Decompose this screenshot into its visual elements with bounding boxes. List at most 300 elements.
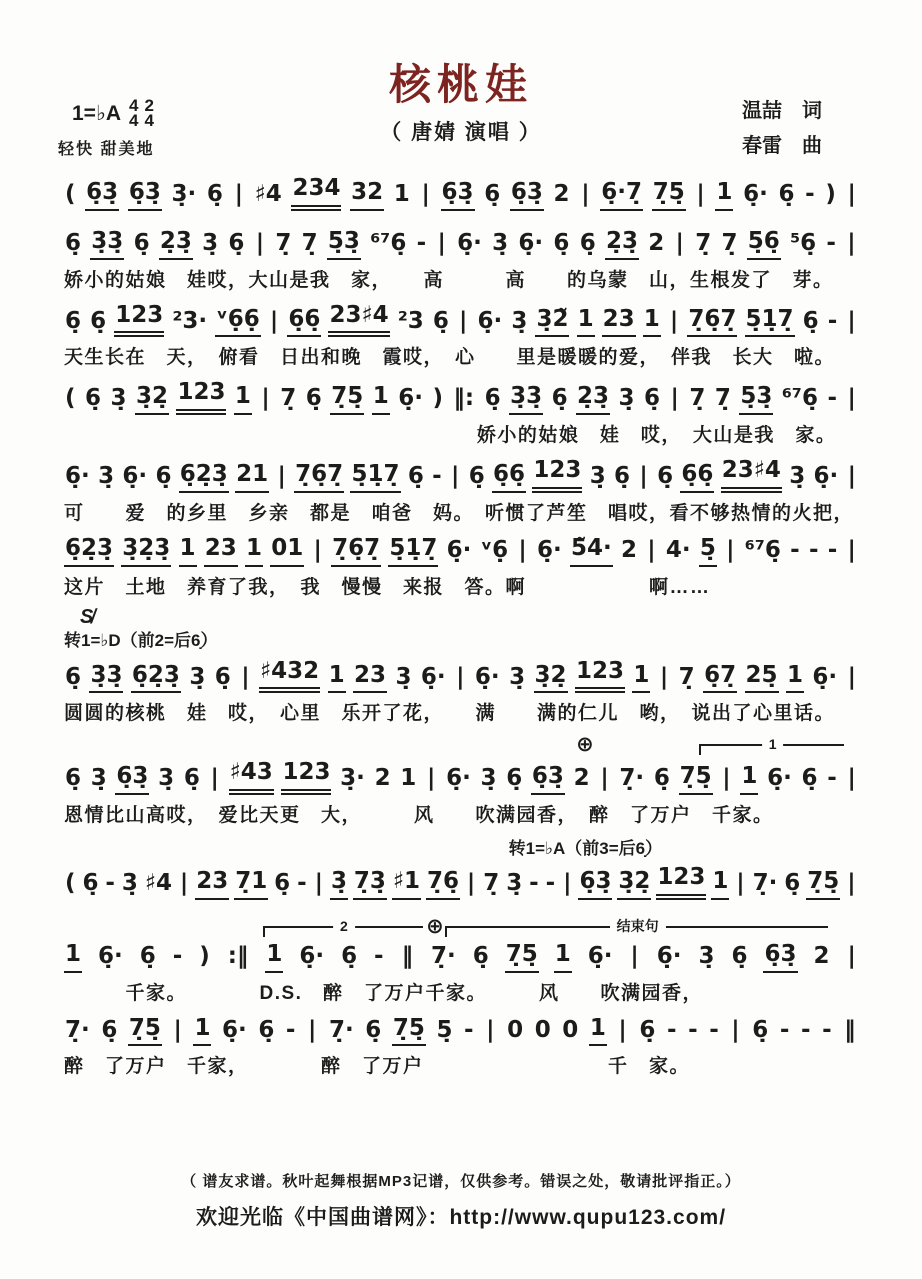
note-group: ♯43 — [229, 758, 274, 795]
note-group: 3̣ — [789, 463, 806, 489]
site-credit: 欢迎光临《中国曲谱网》：http://www.qupu123.com/ — [195, 1206, 727, 1229]
note-group: 6̣ — [468, 463, 485, 489]
notation-line — [64, 227, 858, 260]
barline: | — [722, 765, 731, 792]
segno-modulation-mark — [64, 605, 858, 651]
ending-label: 结束句 — [610, 917, 666, 935]
barline: | — [269, 307, 279, 334]
note-group: 6̣ — [90, 307, 107, 334]
note-group: 1 — [193, 1014, 211, 1047]
notation-line — [64, 378, 858, 415]
note-group: 1 — [589, 1014, 607, 1047]
note-group: 6̣ — [65, 765, 82, 792]
barline: :‖ — [227, 942, 249, 969]
note-group: ) — [825, 181, 836, 207]
note-group: - — [374, 942, 384, 969]
time-signatures — [129, 98, 154, 128]
note-group: 6̣ — [183, 765, 200, 792]
note-group: 6̣· — [420, 663, 446, 690]
note-group: 6̣ — [639, 1016, 656, 1043]
note-group: 6̣2̣3̣ — [131, 661, 181, 694]
note-group: - — [105, 870, 115, 896]
note-group: 6̣· — [537, 536, 562, 563]
note-group: 3̣ — [158, 765, 175, 792]
note-group: 3̣ — [395, 663, 412, 690]
barline: | — [847, 307, 856, 334]
sheet-footer — [0, 1170, 922, 1231]
note-group: 6̣ — [472, 942, 489, 969]
note-group: 01 — [270, 534, 304, 567]
credits — [742, 94, 822, 164]
note-group: - — [827, 765, 837, 792]
note-group: 3̣2̣ — [617, 867, 651, 900]
tempo-marking: 轻快 甜美地 — [58, 141, 155, 158]
note-group: 3̣ — [511, 307, 528, 334]
note-group: 3̣ — [330, 867, 348, 900]
note-group: - — [790, 536, 800, 563]
note-group: 6̣ — [365, 1016, 382, 1043]
barline: | — [426, 765, 436, 792]
note-group: 6̣ — [644, 385, 661, 412]
note-group: ♯4 — [144, 870, 172, 896]
lyrics-line: 天生长在 天， 俯看 日出和晚 霞哎， 心 里是暖暖的爱， 伴我 长大 啦。 — [64, 347, 836, 369]
note-group: ( — [65, 870, 76, 896]
notation-line — [64, 758, 858, 795]
note-group: 2 — [573, 765, 590, 792]
note-group: 7̣6̣7̣ — [687, 305, 737, 338]
barline: ‖ — [844, 1016, 856, 1043]
note-group: 6̣ — [731, 942, 748, 969]
lyrics-line: 娇小的姑娘 娃哎，大山是我 家， 高 高 的乌蒙 山，生根发了 芽。 — [64, 269, 834, 291]
note-group: 3̣2̣3̣ — [121, 534, 171, 567]
segno-icon: S̸ — [80, 605, 94, 628]
note-group: - — [826, 229, 836, 256]
barline: | — [669, 307, 679, 334]
system-overlays — [64, 916, 858, 940]
music-system — [64, 378, 858, 447]
note-group: 6̣3̣ — [531, 762, 565, 795]
note-group: 6̣ — [228, 229, 245, 256]
time-signature: 2 4 — [144, 96, 154, 130]
music-system — [64, 534, 858, 599]
note-group: 1 — [372, 382, 390, 415]
note-group: ) — [199, 942, 210, 969]
note-group: 6̣· — [474, 663, 500, 690]
note-group: 234 — [291, 174, 341, 211]
modulation-text: 转1=♭A（前3=后6̣） — [508, 839, 663, 858]
note-group: - — [827, 307, 838, 334]
note-group: 25̣ — [745, 661, 779, 694]
note-group: 5̣6̣ — [747, 227, 781, 260]
lyrics-line: 娇小的姑娘 娃 哎， 大山是我 家。 — [476, 425, 837, 446]
note-group: 6̣3̣ — [763, 940, 797, 973]
note-group: 6̣ — [778, 181, 795, 207]
note-group: - — [827, 385, 837, 412]
note-group: 6̣ — [274, 870, 291, 896]
note-group: 3̣· — [171, 181, 197, 207]
barline: | — [847, 385, 856, 412]
barline: | — [314, 870, 324, 896]
note-group: ♯432 — [259, 657, 320, 694]
lyrics-line: 恩情比山高哎， 爱比天更 大， 风 吹满园香， 醉 了万户 千家。 — [64, 805, 774, 826]
note-group: - — [827, 536, 838, 563]
music-area — [0, 168, 922, 1078]
note-group: 3̣3̣ — [90, 227, 124, 260]
note-group: 6̣ — [551, 385, 568, 412]
barline: | — [847, 463, 856, 489]
system-overlays — [64, 734, 858, 758]
note-group: 6̣6̣ — [680, 460, 714, 493]
note-group: 2 — [374, 765, 391, 792]
music-system — [64, 301, 858, 370]
note-group: 1 — [400, 765, 417, 792]
music-system — [64, 916, 858, 1005]
note-group: 5̣1̣7̣ — [745, 305, 795, 338]
note-group: 6̣ — [484, 385, 501, 412]
note-group: 5̣1̣7̣ — [350, 460, 400, 493]
ending-bracket — [263, 917, 424, 937]
note-group: 6̣ — [653, 765, 670, 792]
note-group: 7̣5̣ — [679, 762, 713, 795]
barline: | — [421, 181, 430, 207]
note-group: 1 — [643, 305, 661, 338]
note-group: 1 — [245, 534, 263, 567]
note-group: 2 — [621, 536, 638, 563]
note-group: 7̣1 — [234, 867, 268, 900]
notation-line — [64, 534, 858, 567]
note-group: 6̣ — [506, 765, 523, 792]
lyrics-line — [64, 216, 858, 218]
note-group: 3̣ — [480, 765, 497, 792]
note-group: 6̣2̣3̣ — [179, 460, 229, 493]
note-group: - — [297, 870, 307, 896]
notation-line — [64, 940, 858, 973]
note-group: - — [529, 870, 539, 896]
key-tonic: 1=♭A — [72, 101, 122, 125]
note-group: 1 — [715, 178, 733, 211]
note-group: - — [545, 870, 556, 896]
note-group: 6̣6̣ — [287, 305, 321, 338]
note-group: 7̣ — [714, 385, 731, 412]
note-group: 4· — [665, 536, 691, 563]
note-group: - — [432, 463, 442, 489]
note-group: - — [285, 1016, 296, 1043]
note-group: 6̣7̣ — [703, 661, 737, 694]
note-group: 6̣ — [206, 181, 223, 207]
transcriber-note: （ 谱友求谱。秋叶起舞根据MP3记谱，仅供参考。错误之处，敬请批评指正。） — [181, 1173, 741, 1190]
note-group: 5̣ — [436, 1016, 453, 1043]
note-group: ⁶⁷6̣ — [744, 536, 781, 563]
note-group: 7̣ — [280, 385, 297, 412]
barline: | — [581, 181, 590, 207]
note-group: 7̣6̣ — [426, 867, 460, 900]
note-group: 1 — [234, 382, 252, 415]
note-group: 7̣ — [721, 229, 738, 256]
barline: | — [459, 307, 468, 334]
music-system — [64, 1014, 858, 1079]
note-group: 6̣2̣3̣ — [64, 534, 114, 567]
note-group: 7̣ — [301, 229, 318, 256]
barline: | — [847, 870, 856, 896]
barline: ‖: — [453, 385, 475, 412]
barline: | — [261, 385, 270, 412]
note-group: 6̣ — [341, 942, 358, 969]
note-group: 7̣· — [65, 1016, 90, 1043]
note-group: - — [779, 1016, 790, 1043]
note-group: ⁶⁷6̣ — [781, 385, 818, 412]
barline: | — [696, 181, 705, 207]
barline: | — [210, 765, 219, 792]
note-group: - — [172, 942, 183, 969]
ending-bracket — [445, 917, 828, 937]
note-group: ⁵6̣ — [790, 229, 817, 256]
note-group: 23♯4 — [721, 456, 782, 493]
barline: | — [234, 181, 243, 207]
note-group: 6̣3̣ — [115, 762, 149, 795]
note-group: 5̃4· — [570, 534, 613, 567]
music-system — [64, 734, 858, 827]
note-group: 6̣ — [784, 870, 801, 896]
note-group: 3̣ — [98, 463, 115, 489]
note-group: 6̣· — [299, 942, 325, 969]
barline: | — [600, 765, 609, 792]
barline: | — [736, 870, 745, 896]
barline: | — [618, 1016, 627, 1043]
note-group: 1 — [554, 940, 572, 973]
note-group: 6̣· — [812, 663, 838, 690]
note-group: 6̣· — [587, 942, 613, 969]
note-group: 3̣2̃ — [535, 305, 569, 338]
notation-line — [64, 456, 858, 493]
note-group: ( — [65, 181, 76, 207]
note-group: 1 — [786, 661, 804, 694]
note-group: 6̣· — [518, 229, 544, 256]
note-group: 3̣3̣ — [89, 661, 123, 694]
notation-line — [64, 301, 858, 338]
barline: | — [255, 229, 265, 256]
note-group: 21 — [235, 460, 269, 493]
note-group: - — [805, 181, 815, 207]
note-group: 5̣ — [699, 534, 717, 567]
note-group: 6̣ — [432, 307, 449, 334]
notation-line — [64, 1014, 858, 1047]
note-group: ᵛ6̣ — [480, 536, 509, 563]
note-group: 23♯4 — [328, 301, 389, 338]
note-group: 6̣· — [656, 942, 682, 969]
note-group: 6̣ — [407, 463, 424, 489]
lyrics-line: 可 爱 的乡里 乡亲 都是 咱爸 妈。 听惯了芦笙 唱哎，看不够热情的火把， — [64, 502, 855, 524]
note-group: 6̣· — [446, 765, 471, 792]
note-group: 6̣· — [457, 229, 482, 256]
note-group: 6̣·7̣ — [600, 178, 643, 211]
barline: | — [847, 181, 856, 207]
lyrics-line: 千家。 D.S. 醉 了万户千家。 风 吹满园香， — [64, 982, 703, 1004]
note-group: 6̣ — [614, 463, 631, 489]
note-group: 3̣ — [509, 663, 526, 690]
note-group: 6̣ — [82, 870, 99, 896]
barline: | — [486, 1016, 495, 1043]
note-group: 1 — [179, 534, 197, 567]
note-group: 7̣· — [752, 870, 778, 896]
note-group: 1 — [711, 867, 729, 900]
music-system — [64, 456, 858, 525]
notation-line — [64, 657, 858, 694]
note-group: 7̣6̣7̣ — [294, 460, 344, 493]
note-group: 7̣· — [431, 942, 456, 969]
note-group: 0 — [534, 1016, 551, 1043]
note-group: - — [808, 536, 819, 563]
note-group: 3̣ — [121, 870, 138, 896]
sheet-header — [0, 0, 922, 168]
barline: | — [173, 1016, 182, 1043]
note-group: ⁶⁷6̣ — [370, 229, 407, 256]
ending-label: 1 — [762, 735, 784, 753]
note-group: 6̣ — [801, 765, 818, 792]
note-group: 6̣ — [214, 663, 231, 690]
ending-bracket — [699, 736, 844, 755]
note-group: 1 — [64, 940, 82, 973]
note-group: 7̣5̣ — [392, 1014, 426, 1047]
barline: | — [670, 385, 679, 412]
note-group: 23 — [204, 534, 238, 567]
note-group: 2̣3̣ — [605, 227, 639, 260]
credit-line: 春雷 曲 — [742, 135, 822, 157]
note-group: 6̣· — [65, 463, 90, 489]
note-group: 1 — [577, 305, 595, 338]
note-group: 1 — [265, 940, 283, 973]
note-group: 7̣· — [328, 1016, 354, 1043]
note-group: 123 — [575, 657, 625, 694]
barline: | — [659, 663, 669, 690]
barline: | — [847, 765, 856, 792]
barline: | — [847, 942, 856, 969]
note-group: 7̣5̣ — [652, 178, 686, 211]
note-group: 6̣ — [133, 229, 150, 256]
modulation-mark — [509, 834, 858, 859]
note-group: 123 — [656, 863, 706, 900]
note-group: 7̣· — [619, 765, 645, 792]
barline: | — [847, 663, 856, 690]
note-group: 6̣ — [65, 663, 82, 690]
note-group: 6̣ — [155, 463, 172, 489]
barline: | — [731, 1016, 740, 1043]
song-title: 核桃娃 — [388, 61, 533, 108]
note-group: 7̣ — [695, 229, 712, 256]
barline: | — [847, 229, 856, 256]
note-group: 3̣· — [340, 765, 365, 792]
note-group: - — [800, 1016, 811, 1043]
note-group: 23 — [602, 305, 636, 338]
note-group: 123 — [176, 378, 226, 415]
note-group: 6̣3̣ — [441, 178, 475, 211]
note-group: 3̣ — [589, 463, 606, 489]
note-group: 7̣5̣ — [505, 940, 539, 973]
lyrics-line: 醉 了万户 千家， 醉 了万户 千 家。 — [64, 1056, 691, 1078]
note-group: 7̣5̣ — [806, 867, 840, 900]
note-group: 6̣ — [101, 1016, 118, 1043]
barline: | — [437, 229, 446, 256]
note-group: 5̣3̣ — [327, 227, 361, 260]
note-group: 3̣ — [618, 385, 635, 412]
note-group: 6̣· — [222, 1016, 247, 1043]
note-group: 3̣ — [492, 229, 509, 256]
barline: | — [630, 942, 639, 969]
note-group: 6̣· — [122, 463, 148, 489]
note-group: 7̣5̣ — [128, 1014, 162, 1047]
note-group: ♯4 — [254, 181, 282, 207]
note-group: 123 — [114, 301, 164, 338]
music-system — [64, 657, 858, 726]
barline: ‖ — [401, 942, 414, 969]
note-group: 0 — [562, 1016, 579, 1043]
notation-line — [64, 174, 858, 211]
note-group: 23 — [353, 661, 387, 694]
note-group: 6̣ — [84, 385, 101, 412]
note-group: ) — [432, 385, 443, 412]
note-group: ²3 — [397, 307, 424, 334]
note-group: 3̣2̣ — [534, 661, 568, 694]
note-group: 6̣ — [65, 307, 82, 334]
time-signature: 4 4 — [129, 96, 139, 130]
note-group: - — [464, 1016, 474, 1043]
note-group: 7̣6̣7̣ — [331, 534, 381, 567]
note-group: - — [822, 1016, 832, 1043]
note-group: 6̣· — [97, 942, 123, 969]
music-system — [64, 174, 858, 218]
note-group: - — [666, 1016, 677, 1043]
barline: | — [847, 536, 856, 563]
barline: | — [647, 536, 656, 563]
note-group: 6̣· — [477, 307, 503, 334]
note-group: 5̣1̣7̣ — [388, 534, 438, 567]
lyrics-line — [64, 905, 858, 907]
note-group: 3̣2̣ — [135, 382, 169, 415]
note-group: 1 — [632, 661, 650, 694]
note-group: 3̣ — [698, 942, 715, 969]
note-group: 3̣3̣ — [509, 382, 543, 415]
coda-icon: ⊕ — [576, 733, 594, 757]
note-group: ²3· — [172, 307, 208, 334]
note-group: 7̣5̣ — [330, 382, 364, 415]
note-group: 32 — [350, 178, 384, 211]
note-group: 1 — [328, 661, 346, 694]
note-group: 23 — [195, 867, 229, 900]
music-system — [64, 863, 858, 907]
music-system — [64, 227, 858, 292]
note-group: 6̣ — [484, 181, 501, 207]
note-group: 3̣ — [90, 765, 107, 792]
note-group: 7̣ — [689, 385, 706, 412]
note-group: 0 — [507, 1016, 524, 1043]
note-group: 2̣3̣ — [576, 382, 610, 415]
note-group: 6̣· — [767, 765, 792, 792]
note-group: 2 — [648, 229, 665, 256]
key-signature — [72, 98, 154, 128]
performer-line: （ 唐婧 演唱 ） — [380, 121, 542, 144]
note-group: 7̣ — [483, 870, 500, 896]
notation-line — [64, 863, 858, 900]
lyrics-line: 圆圆的核桃 娃 哎， 心里 乐开了花， 满 满的仁儿 哟， 说出了心里话。 — [64, 703, 836, 725]
note-group: 6̣ — [305, 385, 322, 412]
lyrics-line: 这片 土地 养育了我， 我 慢慢 来报 答。啊 啊…… — [64, 576, 711, 598]
note-group: 2 — [553, 181, 570, 207]
coda-icon: ⊕ — [426, 914, 444, 938]
note-group: 6̣3̣ — [510, 178, 544, 211]
barline: | — [639, 463, 648, 489]
note-group: 2 — [813, 942, 830, 969]
note-group: ᵛ6̣6̣ — [215, 305, 261, 338]
note-group: 6̣ — [802, 307, 819, 334]
